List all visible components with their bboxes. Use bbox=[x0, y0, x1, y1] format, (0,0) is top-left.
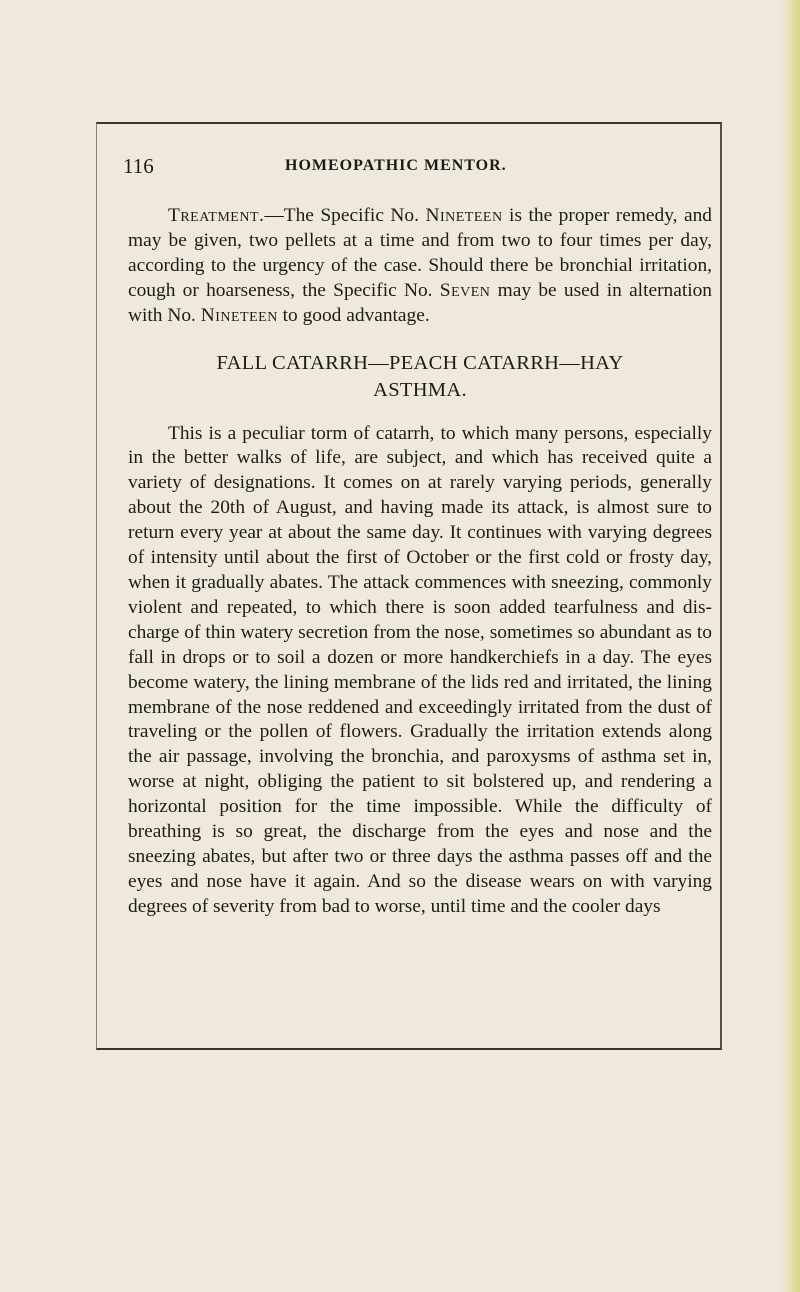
running-title: HOMEOPATHIC MENTOR. bbox=[285, 157, 507, 174]
section-heading-line-1: FALL CATARRH—PEACH CATARRH—HAY bbox=[216, 351, 624, 374]
page-header bbox=[120, 154, 710, 184]
treatment-paragraph bbox=[128, 204, 712, 329]
treatment-label: Treatment. bbox=[168, 205, 265, 226]
specific-name-1: Nineteen bbox=[425, 205, 503, 226]
page-edge bbox=[780, 0, 800, 1292]
treatment-text-1: —The Specific No. bbox=[264, 205, 426, 226]
treatment-text-3: may be used in alternation with No. bbox=[128, 279, 712, 326]
section-heading bbox=[128, 350, 712, 404]
specific-name-3: Nineteen bbox=[200, 304, 278, 326]
section-heading-line-2: ASTHMA. bbox=[373, 378, 467, 401]
page-number: 116 bbox=[123, 154, 154, 178]
body-paragraph: This is a peculiar torm of catarrh, to which many persons, especially in the better walks of life, are subject, and which has received quite a variety of designations. It comes on at rarely varying periods, generally about the 20th of August, and having made its attack, is almost sure to return every year at about the same day. It continues with varying degrees of intensity until about the first of October or the first cold or frosty day, when it gradually abates. The attack commences with sneezing, commonly violent and repeated, to which there is soon added tearfulness and discharge of thin watery secretion from the nose, sometimes so abundant as to fall in drops or to soil a dozen or more handkerchiefs in a day. The eyes become watery, the lining membrane of the lids red and irritated, the lining membrane of the nose reddened and exceedingly irritated from the dust of traveling or the pollen of flowers. Gradually the irritation extends along the air passage, involving the bronchia, and paroxysms of asthma set in, worse at night, obliging the patient to sit bolstered up, and rendering a horizontal position for the time impossible. While the difficulty of breathing is so great, the discharge from the eyes and nose and the sneezing abates, but after two or three days the asthma passes off and the eyes and nose have it again. And so the disease wears on with varying degrees of severity from bad to worse, until time and the cooler days bbox=[128, 422, 712, 917]
page-body bbox=[128, 204, 712, 920]
treatment-text-2: is the proper remedy, and may be given, two pellets at a time and from two to four times per day, according to the urgency of the case. Should there be bronchial irritation, cough or hoarseness, the Specific No. bbox=[128, 205, 712, 301]
specific-name-2: Seven bbox=[439, 279, 491, 301]
treatment-text-4: to good advantage. bbox=[277, 304, 430, 326]
